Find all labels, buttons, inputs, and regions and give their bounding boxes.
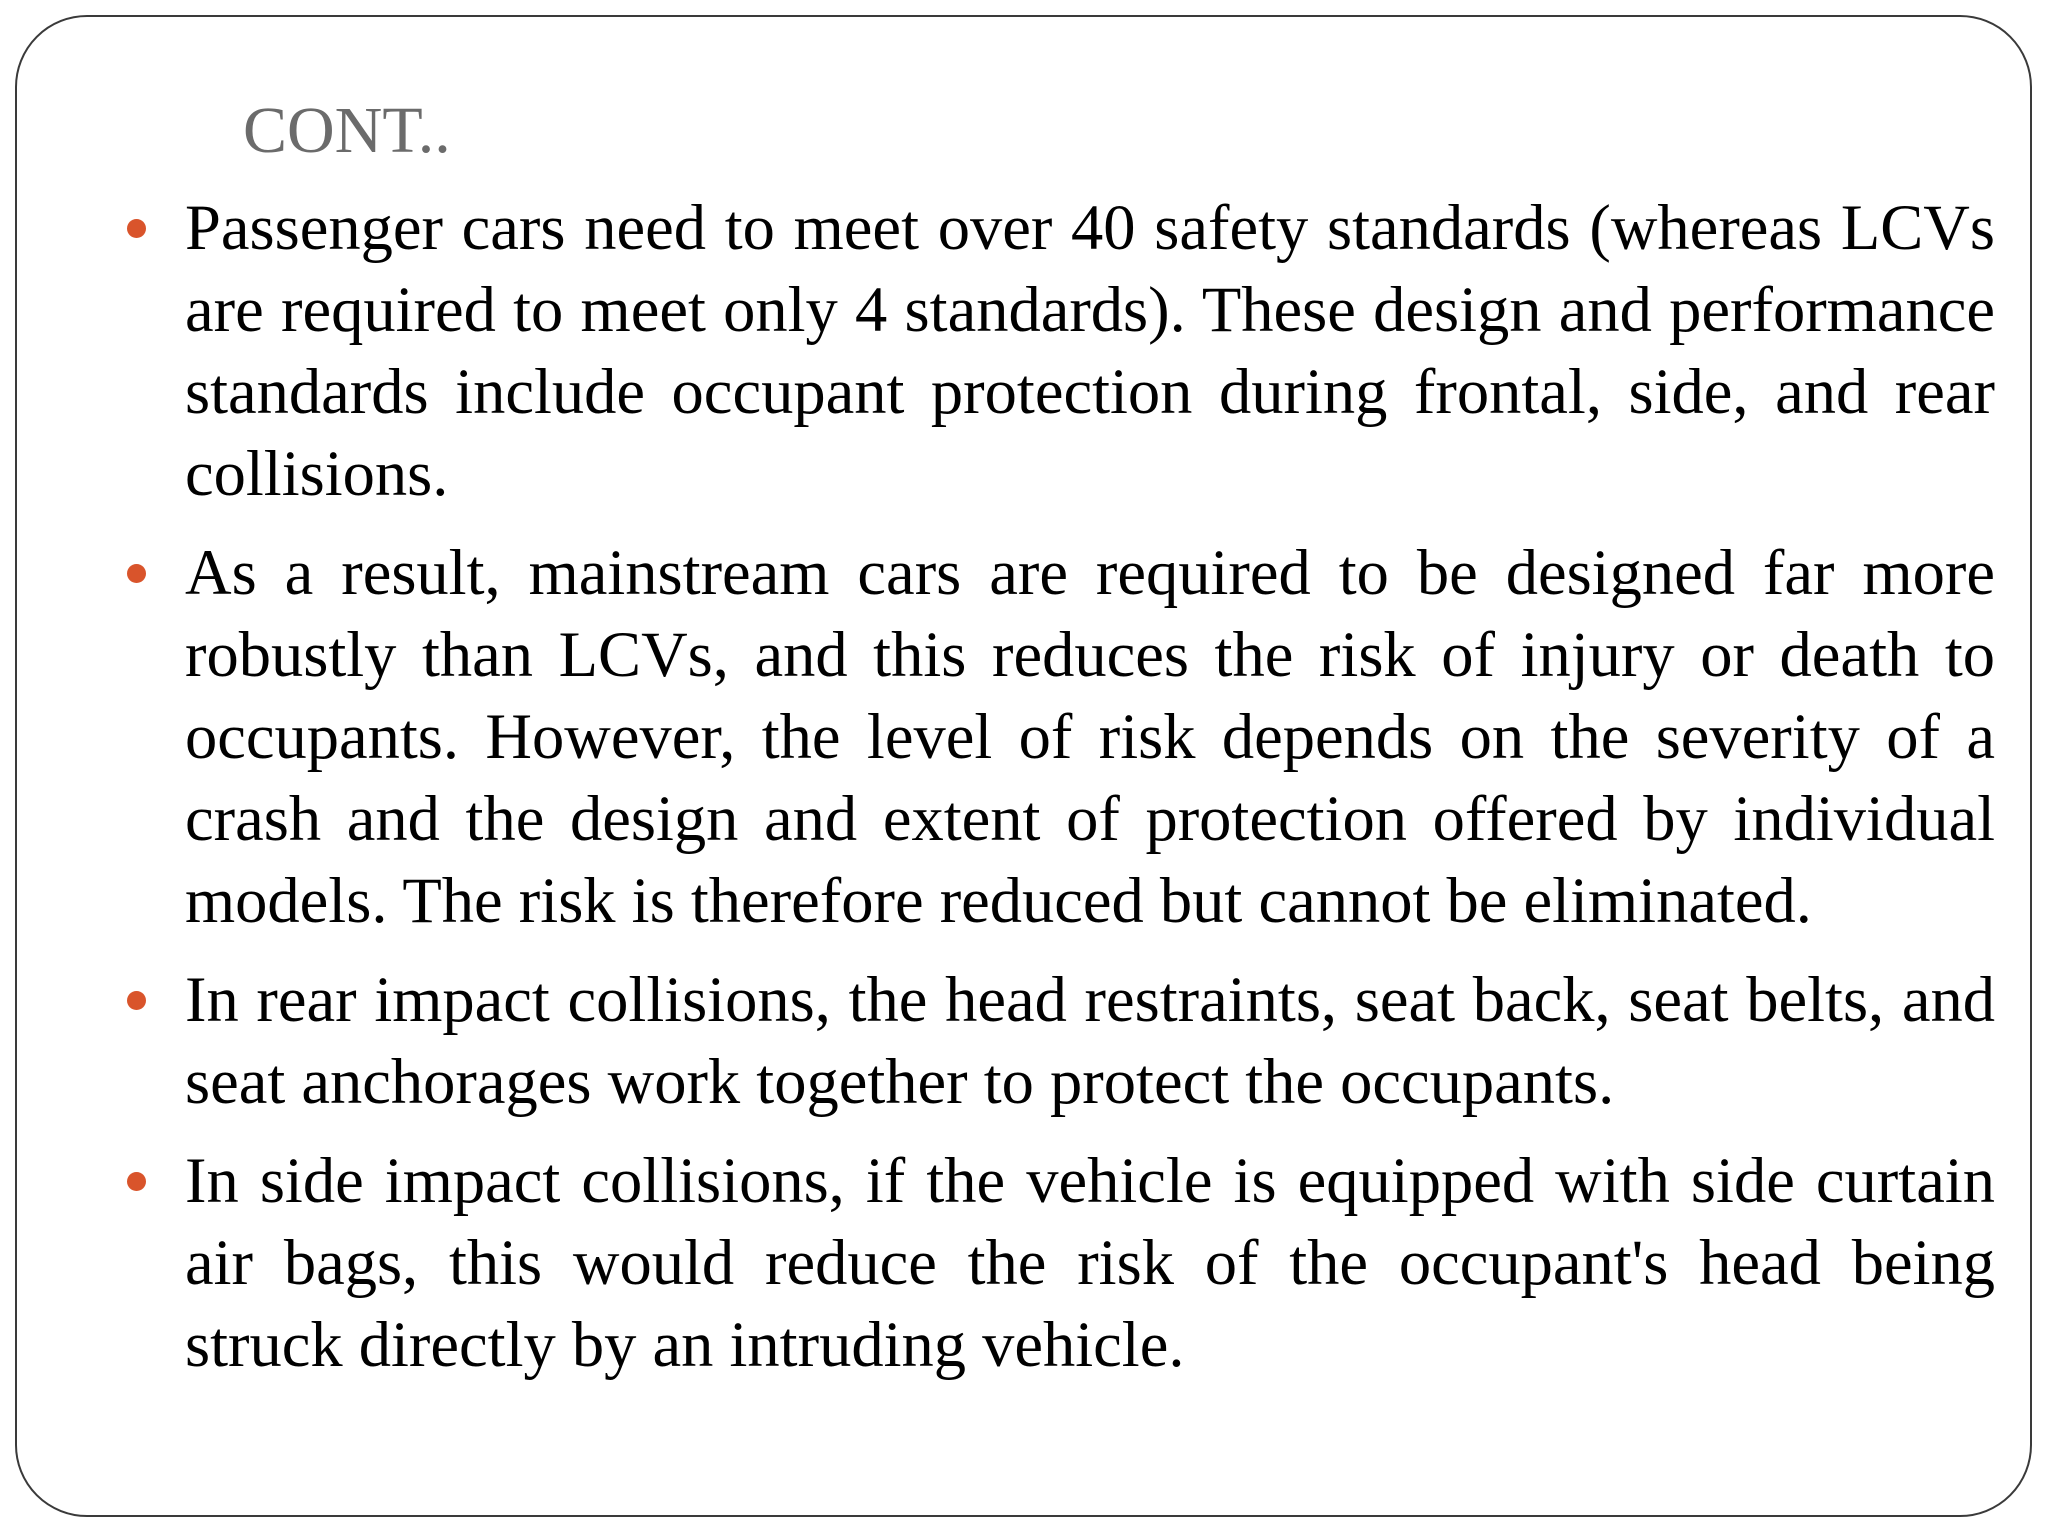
bullet-text: In side impact collisions, if the vehicle is equipped with side curtain air bags, this would reduce the risk of the occupant's head being struck directly by an intruding vehicle. [185,1145,1995,1380]
bullet-item [122,1140,1995,1386]
bullet-dot-icon [127,991,146,1010]
bullet-item [122,532,1995,942]
bullet-text: Passenger cars need to meet over 40 safety standards (whereas LCVs are required to meet only 4 standards). These design and performance standards include occupant protection during frontal, side, and rear collisions. [185,192,1995,509]
bullet-dot-icon [127,219,146,238]
bullet-dot-icon [127,564,146,583]
bullet-item [122,187,1995,515]
slide-title: CONT.. [243,94,451,167]
bullet-text: As a result, mainstream cars are required to be designed far more robustly than LCVs, and this reduces the risk of injury or death to occupants. However, the level of risk depends on the severity of a crash and the design and extent of protection offered by individual models. The risk is therefore reduced but cannot be eliminated. [185,537,1995,936]
bullet-dot-icon [127,1172,146,1191]
slide-frame [15,15,2032,1517]
bullet-item [122,959,1995,1123]
bullet-list [122,187,1995,1403]
bullet-text: In rear impact collisions, the head restraints, seat back, seat belts, and seat anchorages work together to protect the occupants. [185,964,1995,1117]
